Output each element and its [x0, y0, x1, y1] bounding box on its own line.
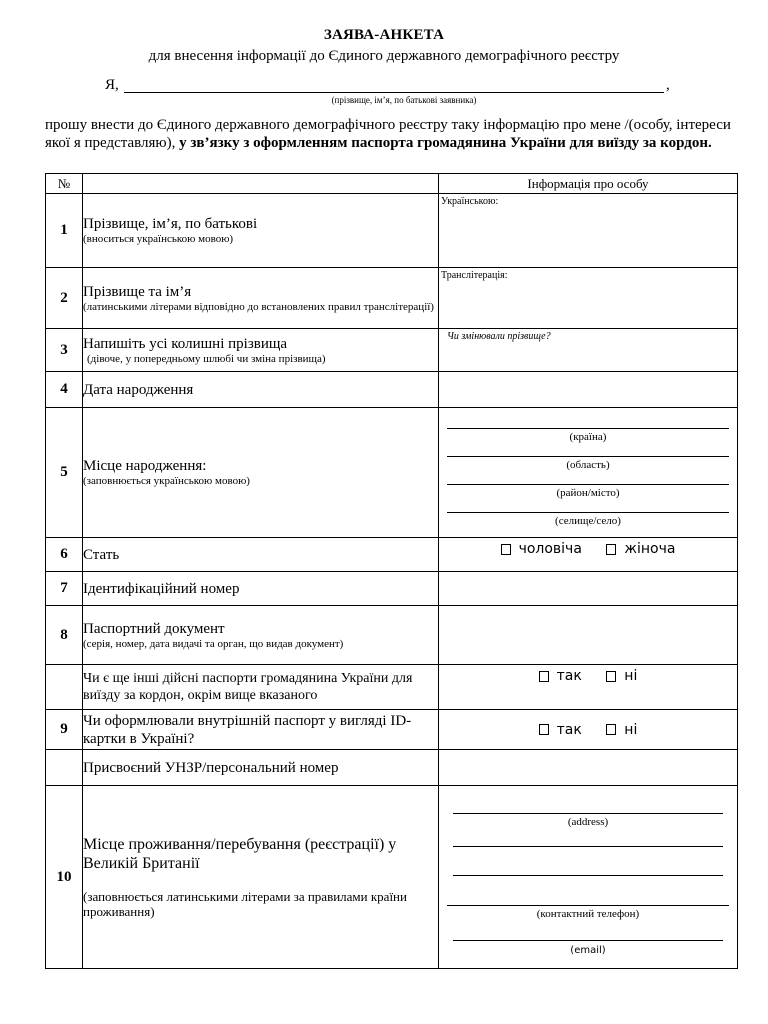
row-number: 4 — [46, 372, 83, 408]
row-number: 9 — [46, 710, 83, 750]
address-line-2[interactable] — [453, 846, 723, 847]
id-card-yes[interactable] — [539, 722, 582, 738]
sex-female-option[interactable] — [606, 541, 675, 557]
checkbox-icon[interactable] — [501, 544, 511, 555]
applicant-comma: , — [666, 77, 670, 93]
row-label: Чи є ще інші дійсні паспорти громадянина України для виїзду за кордон, окрім вище вказаного — [83, 665, 439, 710]
field-corner-label: Чи змінювали прізвище? — [447, 331, 551, 342]
row-label — [83, 329, 439, 372]
table-header-row — [46, 174, 738, 194]
label-hint: (латинськими літерами відповідно до встановлених правил транслітерації) — [83, 300, 434, 313]
applicant-name-field[interactable] — [124, 92, 664, 93]
label-main: Паспортний документ — [83, 620, 225, 637]
phone-line[interactable] — [447, 905, 729, 906]
checkbox-icon[interactable] — [606, 724, 616, 735]
row-number: 10 — [46, 786, 83, 969]
row-label: Дата народження — [83, 372, 439, 408]
row-number: 6 — [46, 538, 83, 572]
row-number: 5 — [46, 408, 83, 538]
row-label: Стать — [83, 538, 439, 572]
table-row — [46, 665, 738, 710]
applicant-prefix: Я, — [105, 77, 119, 93]
checkbox-icon[interactable] — [606, 671, 616, 682]
request-plain: прошу внести до Єдиного державного демографічного реєстру таку інформацію про мене /(особу, інтереси якої я представляю), — [45, 117, 731, 151]
name-translit-field[interactable] — [439, 268, 738, 329]
former-surnames-field[interactable] — [439, 329, 738, 372]
table-row — [46, 750, 738, 786]
row-number: 7 — [46, 572, 83, 606]
full-name-ukr-field[interactable] — [439, 194, 738, 268]
row-number — [46, 665, 83, 710]
label-main: Місце проживання/перебування (реєстрації) у Великій Британії — [83, 836, 397, 872]
request-bold: у зв’язку з оформленням паспорта громадянина України для виїзду за кордон. — [175, 135, 712, 151]
tax-id-field[interactable] — [439, 572, 738, 606]
other-passports-yes[interactable] — [539, 668, 582, 684]
checkbox-icon[interactable] — [539, 724, 549, 735]
row-label: Присвоєний УНЗР/персональний номер — [83, 750, 439, 786]
sex-options — [439, 538, 738, 572]
row-label — [83, 786, 439, 969]
row-label: Ідентифікаційний номер — [83, 572, 439, 606]
row-label — [83, 268, 439, 329]
unzr-field[interactable] — [439, 750, 738, 786]
id-card-no[interactable] — [606, 722, 637, 738]
form-title: ЗАЯВА-АНКЕТА — [323, 27, 445, 43]
country-line[interactable] — [447, 428, 729, 429]
district-caption: (район/місто) — [556, 487, 620, 499]
label-main: Напишіть усі колишні прізвища — [83, 335, 288, 352]
option-label: чоловіча — [518, 541, 582, 557]
address-caption: (address) — [567, 816, 609, 828]
row-label: Чи оформлювали внутрішній паспорт у вигляді ID-картки в Україні? — [83, 710, 439, 750]
label-main: Прізвище та ім’я — [83, 283, 192, 300]
label-hint: (заповнюється українською мовою) — [83, 475, 250, 487]
other-passports-options — [439, 665, 738, 710]
row-number: 1 — [46, 194, 83, 268]
birth-date-field[interactable] — [439, 372, 738, 408]
birth-place-field[interactable] — [439, 408, 738, 538]
village-line[interactable] — [447, 512, 729, 513]
applicant-hint: (прізвище, ім’я, по батькові заявника) — [331, 95, 477, 105]
option-label: так — [556, 721, 582, 738]
email-caption: (email) — [570, 945, 606, 956]
checkbox-icon[interactable] — [606, 544, 616, 555]
label-hint: (серія, номер, дата видачі та орган, що видав документ) — [83, 637, 344, 650]
header-empty — [83, 174, 439, 194]
label-main: Місце народження: — [83, 458, 207, 474]
table-row — [46, 786, 738, 969]
village-caption: (селище/село) — [555, 515, 621, 527]
table-row — [46, 268, 738, 329]
table-row — [46, 329, 738, 372]
sex-male-option[interactable] — [501, 541, 582, 557]
row-label — [83, 194, 439, 268]
table-row — [46, 538, 738, 572]
header-num: № — [46, 174, 83, 194]
form-subtitle: для внесення інформації до Єдиного державного демографічного реєстру — [148, 48, 620, 64]
phone-caption: (контактний телефон) — [536, 908, 640, 920]
row-number: 2 — [46, 268, 83, 329]
table-row — [46, 572, 738, 606]
checkbox-icon[interactable] — [539, 671, 549, 682]
request-text — [45, 116, 745, 152]
address-line-1[interactable] — [453, 813, 723, 814]
applicant-info-table — [45, 173, 738, 969]
option-label: жіноча — [624, 541, 676, 557]
label-hint: (дівоче, у попередньому шлюбі чи зміна прізвища) — [87, 352, 326, 365]
row-number: 3 — [46, 329, 83, 372]
option-label: так — [556, 668, 582, 684]
row-label — [83, 606, 439, 665]
label-hint: (вноситься українською мовою) — [83, 233, 234, 245]
other-passports-no[interactable] — [606, 668, 637, 684]
label-hint: (заповнюється латинськими літерами за правилами країни проживання) — [83, 889, 407, 919]
field-corner-label: Транслітерація: — [441, 270, 508, 281]
table-row — [46, 606, 738, 665]
option-label: ні — [624, 721, 638, 738]
table-row — [46, 372, 738, 408]
address-line-3[interactable] — [453, 875, 723, 876]
region-line[interactable] — [447, 456, 729, 457]
uk-residence-field[interactable] — [439, 786, 738, 969]
email-line[interactable] — [453, 940, 723, 941]
field-corner-label: Українською: — [441, 196, 499, 207]
option-label: ні — [624, 668, 638, 684]
passport-document-field[interactable] — [439, 606, 738, 665]
table-row — [46, 194, 738, 268]
district-line[interactable] — [447, 484, 729, 485]
table-row — [46, 408, 738, 538]
row-number: 8 — [46, 606, 83, 665]
row-label — [83, 408, 439, 538]
country-caption: (країна) — [569, 431, 607, 443]
header-info: Інформація про особу — [439, 174, 738, 194]
region-caption: (область) — [566, 459, 610, 471]
table-row — [46, 710, 738, 750]
label-main: Прізвище, ім’я, по батькові — [83, 216, 258, 232]
row-number — [46, 750, 83, 786]
id-card-options — [439, 710, 738, 750]
